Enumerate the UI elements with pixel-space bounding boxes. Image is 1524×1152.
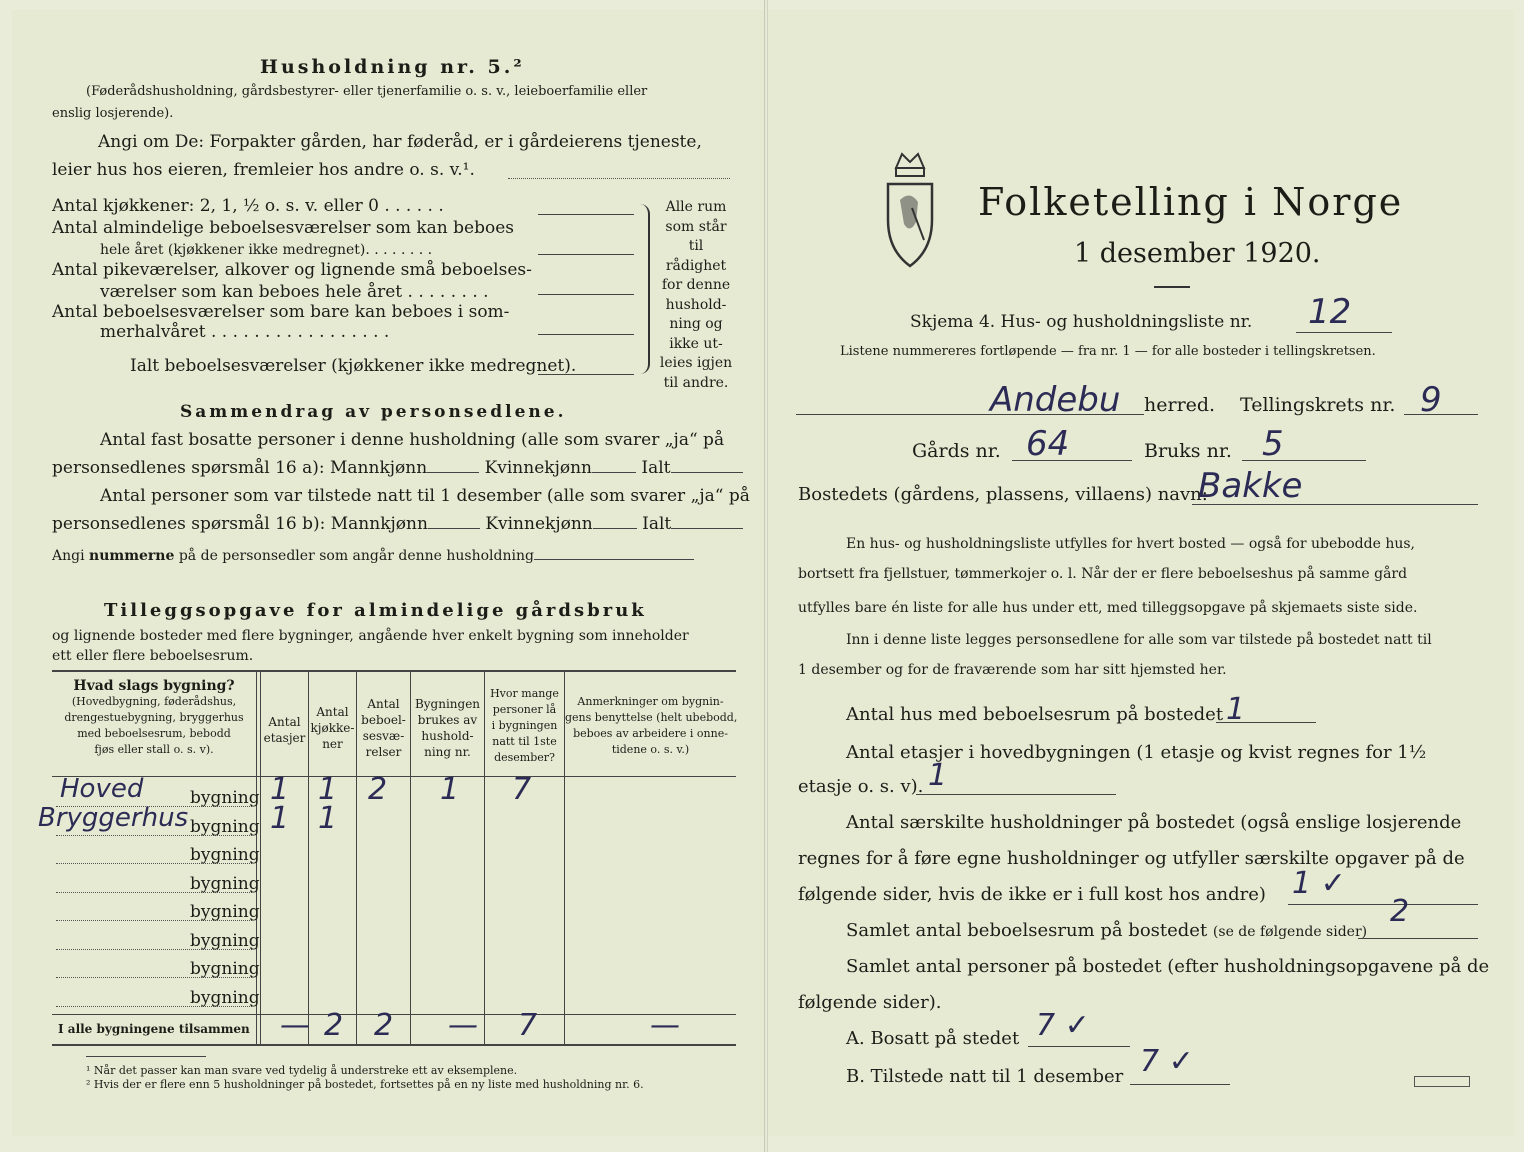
q-households-answer-line bbox=[1288, 904, 1478, 905]
coat-of-arms-icon bbox=[882, 150, 938, 274]
q-present-value: 7 ✓ bbox=[1140, 1044, 1194, 1079]
q-present-label: B. Tilstede natt til 1 desember bbox=[846, 1066, 1124, 1087]
footnote-2: ² Hvis der er flere enn 5 husholdninger på bostedet, fortsettes på en ny liste med husholdning nr. 6. bbox=[86, 1078, 644, 1091]
q-resident-line bbox=[1028, 1046, 1130, 1047]
skjema-label: Skjema 4. Hus- og husholdningsliste nr. bbox=[910, 312, 1253, 332]
left-page bbox=[12, 10, 764, 1136]
header-line: Antal bbox=[316, 705, 349, 719]
header-line: kjøkke- bbox=[310, 721, 355, 735]
total-remarks: — bbox=[650, 1008, 680, 1043]
table-row-suffix: bygning bbox=[190, 902, 260, 922]
table-cell-kjokken: 1 bbox=[318, 800, 338, 836]
header-line: relser bbox=[365, 745, 402, 759]
intro-paren: (Føderådshusholdning, gårdsbestyrer- eller tjenerfamilie o. s. v., leieboerfamilie eller bbox=[86, 84, 648, 99]
rooms-maid-2: værelser som kan beboes hele året . . . . . . . . bbox=[100, 282, 489, 302]
rooms-summer-1: Antal beboelsesværelser som bare kan beboes i som- bbox=[52, 302, 510, 322]
col-floors-header bbox=[261, 714, 308, 746]
q-rooms-label-b: (se de følgende sider) bbox=[1212, 924, 1368, 940]
header-line: (Hovedbygning, føderådshus, bbox=[71, 695, 237, 708]
q-floors-line-1: Antal etasjer i hovedbygningen (1 etasje og kvist regnes for 1½ bbox=[846, 742, 1427, 763]
bosted-value: Bakke bbox=[1198, 466, 1303, 506]
total-households: — bbox=[448, 1008, 478, 1043]
header-line: Anmerkninger om bygnin- bbox=[577, 695, 724, 708]
angi-line-1: Angi om De: Forpakter gården, har føderåd, er i gårdeierens tjeneste, bbox=[98, 132, 702, 152]
header-line: Bygningen bbox=[414, 697, 481, 711]
angi-answer-line bbox=[508, 178, 730, 179]
rooms-total: Ialt beboelsesværelser (kjøkkener ikke medregnet). bbox=[130, 356, 577, 376]
table-row-suffix: bygning bbox=[190, 930, 260, 951]
herred-value: Andebu bbox=[990, 380, 1121, 420]
krets-label: Tellingskrets nr. bbox=[1240, 394, 1396, 416]
q-houses-value: 1 bbox=[1226, 692, 1246, 727]
supplement-line-1: og lignende bosteder med flere bygninger, angående hver enkelt bygning som inneholder bbox=[52, 628, 689, 644]
listene-note: Listene nummereres fortløpende — fra nr. 1 — for alle bosteder i tellingskretsen. bbox=[840, 344, 1376, 359]
angi-line-2: leier hus hos eieren, fremleier hos andre o. s. v.¹. bbox=[52, 160, 475, 180]
summary-personsedler: på de personsedler som angår denne husholdning bbox=[178, 548, 534, 564]
summary-ialt-value bbox=[671, 472, 743, 473]
bruks-line bbox=[1242, 460, 1366, 461]
header-line: personer lå bbox=[492, 703, 557, 716]
table-row-suffix: bygning bbox=[190, 845, 260, 865]
side-note-line: rådighet bbox=[665, 257, 727, 274]
q-households-line-2: regnes for å føre egne husholdninger og utfyller særskilte opgaver på de bbox=[798, 848, 1465, 869]
header-line: Antal bbox=[268, 715, 301, 729]
table-cell-etasjer: 1 bbox=[270, 772, 290, 807]
supplement-line-2: ett eller flere beboelsesrum. bbox=[52, 648, 254, 664]
summary-angi: Angi bbox=[52, 548, 85, 564]
summary-line-2 bbox=[52, 458, 743, 478]
title-rule bbox=[1154, 286, 1190, 288]
header-line: med beboelsesrum, bebodd bbox=[77, 727, 231, 740]
summary-nummerne: nummerne bbox=[89, 548, 175, 564]
side-note-line: ikke ut- bbox=[669, 335, 723, 352]
q-households-line-1: Antal særskilte husholdninger på bostedet (også enslige losjerende bbox=[846, 812, 1462, 833]
header-line: ner bbox=[322, 737, 343, 751]
q-households-line-3: følgende sider, hvis de ikke er i full kost hos andre) bbox=[798, 884, 1266, 905]
total-row-label: I alle bygningene tilsammen bbox=[58, 1022, 250, 1036]
header-line: Hvor mange bbox=[490, 687, 559, 700]
summary-ialt-label: Ialt bbox=[641, 458, 671, 478]
col-persons-header bbox=[485, 686, 564, 766]
rooms-kitchens: Antal kjøkkener: 2, 1, ½ o. s. v. eller 0 . . . . . . bbox=[52, 196, 444, 216]
q-present-line bbox=[1130, 1084, 1230, 1085]
q-floors-line-2: etasje o. s. v). bbox=[798, 776, 924, 797]
header-line: beboel- bbox=[361, 713, 406, 727]
table-row-suffix: bygning bbox=[190, 873, 260, 894]
col-remarks-header bbox=[565, 694, 736, 758]
total-kitchens: 2 bbox=[324, 1008, 344, 1043]
summary-mann-label: personsedlenes spørsmål 16 a): Mannkjønn bbox=[52, 458, 428, 478]
table-cell-rom: 2 bbox=[368, 772, 388, 807]
bruks-value: 5 bbox=[1262, 424, 1284, 464]
summary-ialt-value-b bbox=[671, 528, 743, 529]
instructions-1a: En hus- og husholdningsliste utfylles for hvert bosted — også for ubebodde hus, bbox=[846, 536, 1415, 552]
skjema-number: 12 bbox=[1308, 292, 1352, 332]
col-building-type-header bbox=[52, 678, 256, 758]
rooms-brace bbox=[640, 204, 650, 374]
krets-value: 9 bbox=[1420, 380, 1442, 420]
gards-value: 64 bbox=[1026, 424, 1070, 464]
table-row-suffix: bygning bbox=[190, 987, 260, 1008]
household-title: Husholdning nr. 5.² bbox=[260, 56, 525, 78]
supplement-heading: Tilleggsopgave for almindelige gårdsbruk bbox=[104, 600, 647, 621]
summary-line-5 bbox=[52, 548, 694, 564]
header-line: fjøs eller stall o. s. v). bbox=[94, 743, 214, 756]
rooms-side-note bbox=[656, 198, 736, 393]
col-household-header bbox=[411, 696, 484, 760]
footnote-1: ¹ Når det passer kan man svare ved tydelig å understreke ett av eksemplene. bbox=[86, 1064, 518, 1077]
skjema-line bbox=[1296, 332, 1392, 333]
instructions-2a: Inn i denne liste legges personsedlene for alle som var tilstede på bostedet natt til bbox=[846, 632, 1432, 648]
form-title: Folketelling i Norge bbox=[978, 180, 1404, 224]
summary-kvinne-label-b: Kvinnekjønn bbox=[485, 514, 593, 534]
table-cell-hush: 1 bbox=[440, 772, 460, 807]
header-line: drengestuebygning, bryggerhus bbox=[64, 711, 244, 724]
summary-line-3: Antal personer som var tilstede natt til 1 desember (alle som svarer „ja“ på bbox=[100, 486, 750, 506]
q-rooms-line bbox=[1358, 938, 1478, 939]
q-households-value: 1 ✓ bbox=[1292, 866, 1346, 901]
side-note-line: hushold- bbox=[665, 296, 727, 313]
header-line: tidene o. s. v.) bbox=[611, 743, 690, 756]
header-line: sesvæ- bbox=[362, 729, 405, 743]
header-line: natt til 1ste bbox=[492, 735, 557, 748]
answer-line-ordinary bbox=[538, 254, 634, 255]
form-date: 1 desember 1920. bbox=[1074, 238, 1321, 269]
total-floors: — bbox=[280, 1008, 310, 1043]
answer-line-kitchens bbox=[538, 214, 634, 215]
summary-mann-value-b bbox=[428, 528, 480, 529]
summary-heading: Sammendrag av personsedlene. bbox=[180, 402, 567, 422]
summary-ialt-label-b: Ialt bbox=[642, 514, 672, 534]
header-line: ning nr. bbox=[424, 745, 471, 759]
rooms-summer-2: merhalvåret . . . . . . . . . . . . . . . . . bbox=[100, 322, 390, 342]
table-cell-etasjer: 1 bbox=[270, 800, 290, 836]
answer-line-summer bbox=[538, 334, 634, 335]
q-floors-answer-line bbox=[916, 794, 1116, 795]
q-rooms-label bbox=[846, 920, 1367, 941]
summary-mann-value bbox=[427, 472, 479, 473]
summary-kvinne-label: Kvinnekjønn bbox=[484, 458, 592, 478]
side-note-line: leies igjen bbox=[659, 355, 733, 371]
side-note-line: til andre. bbox=[663, 374, 729, 391]
rooms-maid-1: Antal pikeværelser, alkover og lignende små beboelses- bbox=[52, 260, 532, 280]
answer-line-maid bbox=[538, 294, 634, 295]
table-row-suffix: bygning bbox=[190, 816, 260, 837]
herred-label: herred. bbox=[1144, 394, 1216, 416]
instructions-2b: 1 desember og for de fraværende som har sitt hjemsted her. bbox=[798, 662, 1227, 678]
table-row-building-name: Hoved bbox=[60, 774, 144, 804]
header-line: brukes av bbox=[417, 713, 478, 727]
q-resident-value: 7 ✓ bbox=[1036, 1008, 1090, 1043]
gards-label: Gårds nr. bbox=[912, 440, 1001, 462]
summary-line-1: Antal fast bosatte personer i denne husholdning (alle som svarer „ja“ på bbox=[100, 430, 725, 450]
rooms-ordinary-2: hele året (kjøkkener ikke medregnet). . . . . . . . bbox=[100, 242, 433, 258]
side-note-line: Alle rum bbox=[665, 199, 727, 215]
col-kitchens-header bbox=[309, 704, 356, 752]
summary-numbers-value bbox=[534, 559, 694, 560]
right-page bbox=[768, 10, 1514, 1136]
intro-paren-2: enslig losjerende). bbox=[52, 106, 174, 121]
table-row-suffix: bygning bbox=[190, 788, 260, 808]
q-persons-line-2: følgende sider). bbox=[798, 992, 942, 1013]
header-line: etasjer bbox=[263, 731, 306, 745]
q-rooms-label-a: Samlet antal beboelsesrum på bostedet bbox=[846, 920, 1208, 941]
instructions-1c: utfylles bare én liste for alle hus under ett, med tilleggsopgave på skjemaets siste side. bbox=[798, 600, 1418, 616]
summary-kvinne-value bbox=[592, 472, 636, 473]
summary-line-4 bbox=[52, 514, 743, 534]
side-note-line: som står til bbox=[665, 218, 727, 254]
bruks-label: Bruks nr. bbox=[1144, 440, 1232, 462]
side-note-line: ning og bbox=[669, 316, 723, 332]
q-rooms-value: 2 bbox=[1390, 894, 1410, 929]
col-rooms-header bbox=[357, 696, 410, 760]
summary-kvinne-value-b bbox=[593, 528, 637, 529]
header-line: Hvad slags bygning? bbox=[73, 678, 235, 694]
summary-mann-label-b: personsedlenes spørsmål 16 b): Mannkjønn bbox=[52, 514, 428, 534]
table-row-suffix: bygning bbox=[190, 959, 260, 979]
q-floors-value: 1 bbox=[928, 758, 948, 793]
q-resident-label: A. Bosatt på stedet bbox=[846, 1028, 1020, 1049]
header-line: i bygningen bbox=[491, 719, 558, 732]
q-persons-line-1: Samlet antal personer på bostedet (efter husholdningsopgavene på de bbox=[846, 956, 1490, 977]
table-cell-pers: 7 bbox=[512, 772, 532, 807]
side-note-line: for denne bbox=[661, 277, 731, 293]
bosted-label: Bostedets (gårdens, plassens, villaens) navn: bbox=[798, 484, 1208, 505]
rooms-ordinary-1: Antal almindelige beboelsesværelser som kan beboes bbox=[52, 218, 514, 238]
table-row-building-name: Bryggerhus bbox=[38, 802, 189, 833]
header-line: gens benyttelse (helt ubebodd, bbox=[565, 711, 738, 724]
footnote-rule bbox=[86, 1056, 206, 1057]
q-houses-label: Antal hus med beboelsesrum på bostedet bbox=[846, 704, 1224, 725]
instructions-1b: bortsett fra fjellstuer, tømmerkojer o. l. Når der er flere beboelseshus på samme gård bbox=[798, 566, 1408, 582]
total-rooms: 2 bbox=[374, 1008, 394, 1043]
total-persons: 7 bbox=[518, 1008, 538, 1043]
table-cell-kjokken: 1 bbox=[318, 772, 338, 807]
printer-mark bbox=[1414, 1076, 1470, 1087]
header-line: beboes av arbeidere i onne- bbox=[573, 727, 728, 740]
answer-line-total bbox=[538, 374, 634, 375]
header-line: desember? bbox=[494, 751, 555, 764]
header-line: Antal bbox=[367, 697, 400, 711]
header-line: hushold- bbox=[421, 729, 474, 743]
